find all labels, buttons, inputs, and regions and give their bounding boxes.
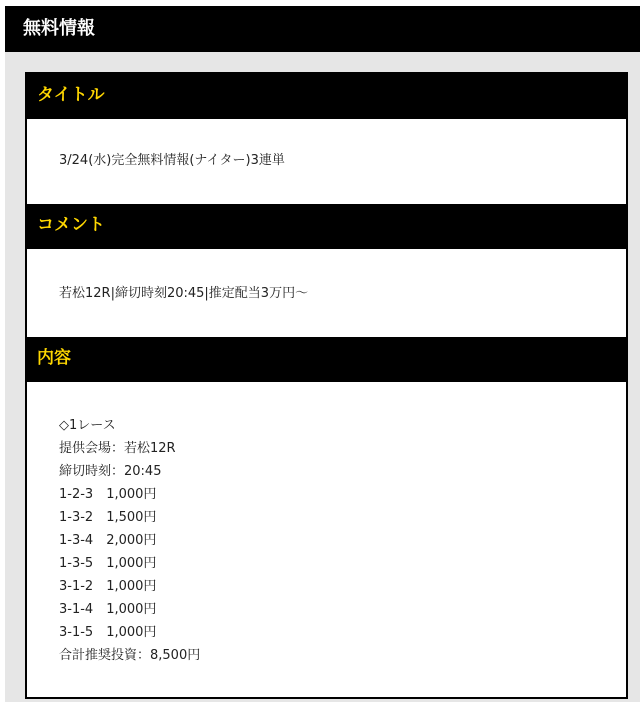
- info-panel: [5, 52, 640, 702]
- section-heading-label: 内容: [37, 348, 71, 368]
- page-header: [5, 6, 640, 52]
- content-line: 1-2-3 1,000円: [59, 487, 157, 502]
- content-line: 3-1-5 1,000円: [59, 625, 157, 640]
- content-line: 1-3-2 1,500円: [59, 510, 157, 525]
- section-heading-label: コメント: [37, 215, 105, 235]
- content-line: 1-3-4 2,000円: [59, 533, 157, 548]
- section-heading-comment: [27, 204, 626, 249]
- content-line: 締切時刻：20:45: [59, 464, 162, 479]
- content-list: [59, 414, 200, 667]
- content-line: 1-3-5 1,000円: [59, 556, 157, 571]
- info-card: [25, 72, 628, 699]
- title-text: 3/24(水)完全無料情報(ナイター)3連単: [59, 153, 285, 168]
- content-line: 提供会場：若松12R: [59, 441, 176, 456]
- section-heading-title: [27, 74, 626, 119]
- content-line: 3-1-4 1,000円: [59, 602, 157, 617]
- content-line: 合計推奨投資：8,500円: [59, 648, 201, 663]
- content-line: ◇1レース: [59, 418, 116, 433]
- section-heading-content: [27, 337, 626, 382]
- page-title: 無料情報: [23, 18, 95, 39]
- content-line: 3-1-2 1,000円: [59, 579, 157, 594]
- comment-text: 若松12R|締切時刻20:45|推定配当3万円〜: [59, 286, 309, 301]
- section-heading-label: タイトル: [37, 85, 105, 105]
